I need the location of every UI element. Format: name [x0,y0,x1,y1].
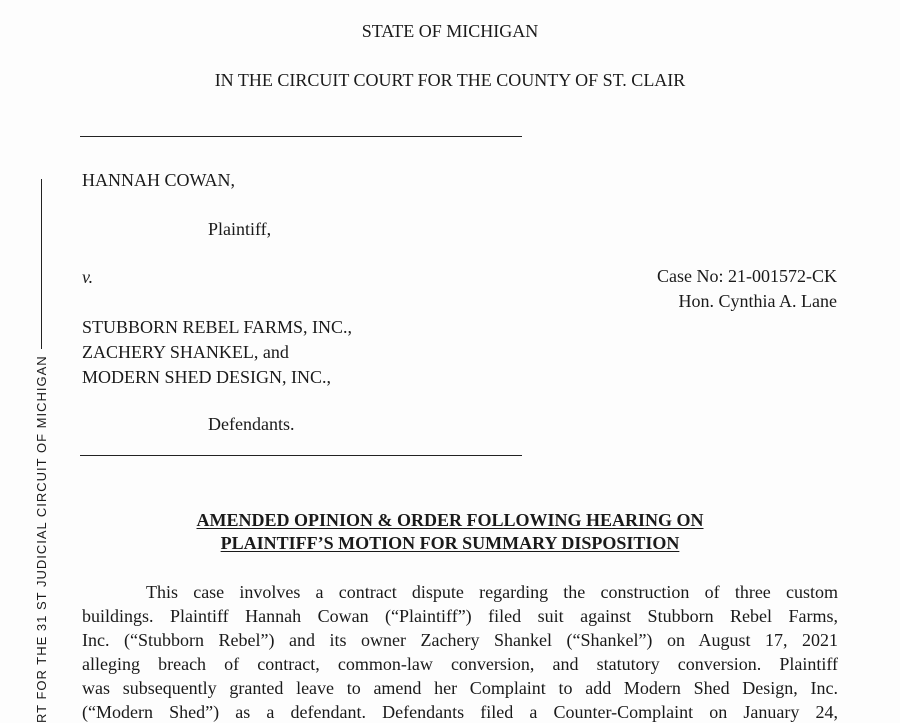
judge-name: Hon. Cynthia A. Lane [678,291,837,311]
order-title-line-2: PLAINTIFF’S MOTION FOR SUMMARY DISPOSITION [220,533,680,553]
order-title-line-1: AMENDED OPINION & ORDER FOLLOWING HEARING ON [196,510,704,530]
body-line: was subsequently granted leave to amend her Complaint to add Modern Shed Design, Inc. [82,678,838,698]
court-stamp-text: RT FOR THE 31 ST JUDICIAL CIRCUIT OF MICHIGAN [34,355,49,723]
court-stamp-rule [41,179,42,349]
plaintiff-name: HANNAH COWAN, [82,170,235,190]
body-line: Inc. (“Stubborn Rebel”) and its owner Zachery Shankel (“Shankel”) on August 17, 2021 [82,630,838,650]
defendant-line: MODERN SHED DESIGN, INC., [82,367,332,387]
versus-label: v. [82,267,94,287]
plaintiff-role: Plaintiff, [208,219,272,239]
defendant-line: STUBBORN REBEL FARMS, INC., [82,317,353,337]
case-number: Case No: 21-001572-CK [657,266,837,286]
body-line: alleging breach of contract, common-law conversion, and statutory conversion. Plaintiff [82,654,838,674]
defendant-role: Defendants. [208,414,295,434]
body-line: (“Modern Shed”) as a defendant. Defendants filed a Counter-Complaint on January 24, [82,702,838,722]
caption-bottom-rule [80,455,522,456]
court-stamp-sidebar [34,179,49,723]
court-heading: IN THE CIRCUIT COURT FOR THE COUNTY OF ST. CLAIR [214,70,686,90]
body-line: buildings. Plaintiff Hannah Cowan (“Plaintiff”) filed suit against Stubborn Rebel Farms, [82,606,838,626]
defendant-line: ZACHERY SHANKEL, and [82,342,289,362]
caption-top-rule [80,136,522,137]
state-heading: STATE OF MICHIGAN [361,21,539,41]
body-line: This case involves a contract dispute regarding the construction of three custom [146,582,838,602]
